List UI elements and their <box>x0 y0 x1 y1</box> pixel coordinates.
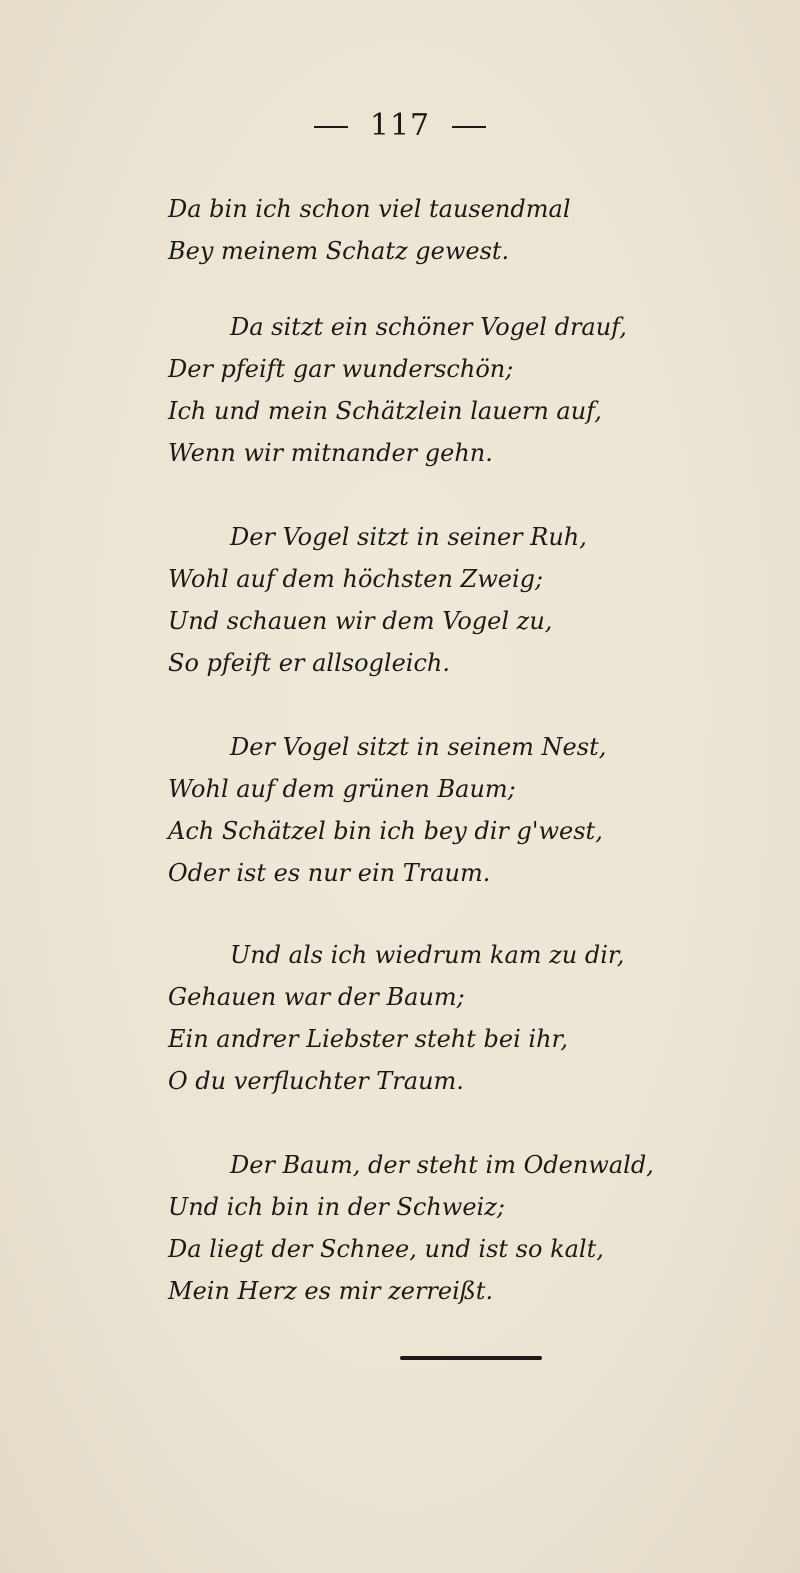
verse-line: Da sitzt ein schöner Vogel drauf, <box>230 313 627 341</box>
verse-line: Gehauen war der Baum; <box>168 983 465 1011</box>
stanza-6 <box>168 1144 768 1312</box>
verse-line: Ich und mein Schätzlein lauern auf, <box>168 397 602 425</box>
verse-line: Wohl auf dem grünen Baum; <box>168 775 516 803</box>
stanza-2 <box>168 306 768 474</box>
page-number-value: 117 <box>369 108 431 143</box>
stanza-3 <box>168 516 768 684</box>
page-number <box>0 108 800 143</box>
verse-line: Wohl auf dem höchsten Zweig; <box>168 565 544 593</box>
verse-line: So pfeift er allsogleich. <box>168 649 450 677</box>
closing-rule <box>400 1356 542 1360</box>
verse-line: Mein Herz es mir zerreißt. <box>168 1277 494 1305</box>
verse-line: Oder ist es nur ein Traum. <box>168 859 491 887</box>
verse-line: Da liegt der Schnee, und ist so kalt, <box>168 1235 604 1263</box>
stanza-5 <box>168 934 768 1102</box>
verse-line: Bey meinem Schatz gewest. <box>168 237 510 265</box>
left-dash <box>314 126 348 128</box>
verse-line: Da bin ich schon viel tausendmal <box>168 195 571 223</box>
verse-line: O du verfluchter Traum. <box>168 1067 464 1095</box>
stanza-4 <box>168 726 768 894</box>
stanza-1 <box>168 188 768 272</box>
verse-line: Der pfeift gar wunderschön; <box>168 355 514 383</box>
verse-line: Der Vogel sitzt in seinem Nest, <box>230 733 607 761</box>
verse-line: Wenn wir mitnander gehn. <box>168 439 493 467</box>
verse-line: Ach Schätzel bin ich bey dir g'west, <box>168 817 603 845</box>
right-dash <box>452 126 486 128</box>
verse-line: Der Vogel sitzt in seiner Ruh, <box>230 523 587 551</box>
verse-line: Der Baum, der steht im Odenwald, <box>230 1151 654 1179</box>
verse-line: Ein andrer Liebster steht bei ihr, <box>168 1025 568 1053</box>
verse-line: Und schauen wir dem Vogel zu, <box>168 607 553 635</box>
verse-line: Und als ich wiedrum kam zu dir, <box>230 941 625 969</box>
verse-line: Und ich bin in der Schweiz; <box>168 1193 505 1221</box>
